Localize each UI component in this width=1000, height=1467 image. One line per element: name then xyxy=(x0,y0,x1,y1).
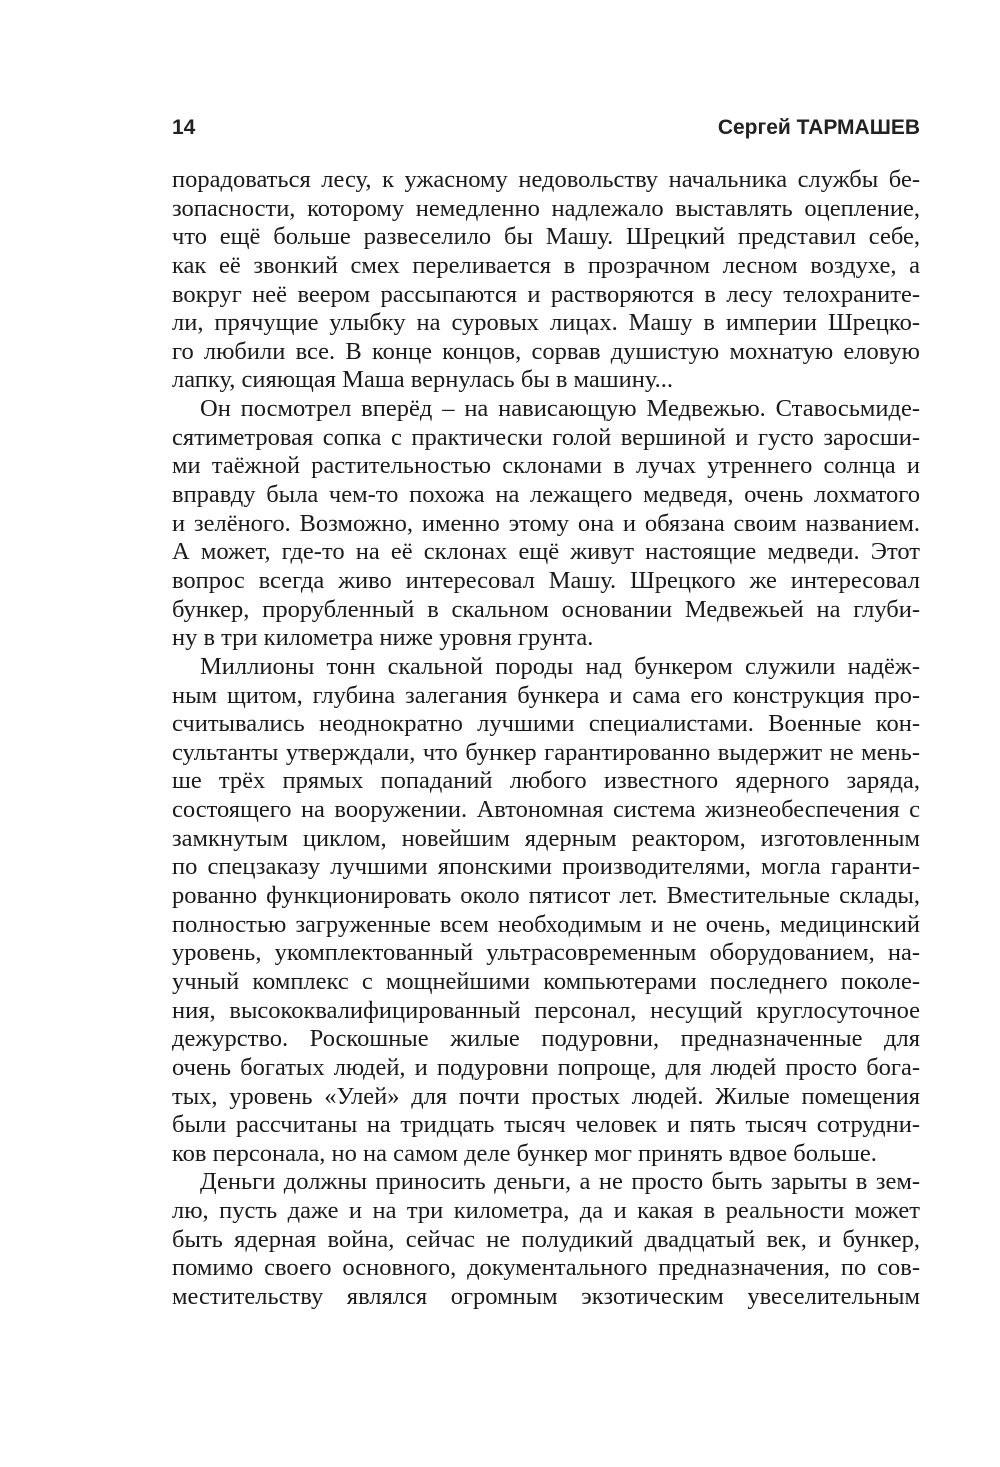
text-line: были рассчитаны на тридцать тысяч человек и пять тысяч сотрудни- xyxy=(172,1111,920,1139)
text-line: очень богатых людей, и подуровни попроще, для людей просто бога- xyxy=(172,1053,920,1081)
text-line: помимо своего основного, документального предназначения, по сов- xyxy=(172,1254,920,1282)
text-line: ным щитом, глубина залегания бункера и сама его конструкция про- xyxy=(172,681,920,709)
text-line: быть ядерная война, сейчас не полудикий двадцатый век, и бункер, xyxy=(172,1225,920,1253)
paragraph xyxy=(172,653,920,1169)
text-line: бункер, прорубленный в скальном основании Медвежьей на глуби- xyxy=(172,595,920,623)
text-line: что ещё больше развеселило бы Машу. Шрецкий представил себе, xyxy=(172,223,920,251)
paragraph xyxy=(172,395,920,653)
text-line: ну в три километра ниже уровня грунта. xyxy=(172,624,594,652)
text-line: ния, высококвалифицированный персонал, несущий круглосуточное xyxy=(172,996,920,1024)
text-line: сультанты утверждали, что бункер гарантированно выдержит не мень- xyxy=(172,738,920,766)
text-line: дежурство. Роскошные жилые подуровни, предназначенные для xyxy=(172,1025,920,1053)
page-number: 14 xyxy=(172,116,196,139)
text-line: порадоваться лесу, к ужасному недовольству начальника службы бе- xyxy=(172,166,920,193)
text-line: сятиметровая сопка с практически голой вершиной и густо заросши- xyxy=(172,423,920,451)
text-line: ков персонала, но на самом деле бункер мог принять вдвое больше. xyxy=(172,1139,877,1167)
text-line: Деньги должны приносить деньги, а не просто быть зарыты в зем- xyxy=(200,1168,920,1196)
text-line: ли, прячущие улыбку на суровых лицах. Машу в империи Шрецко- xyxy=(172,309,920,337)
text-line: состоящего на вооружении. Автономная система жизнеобеспечения с xyxy=(172,796,920,824)
text-line: го любили все. В конце концов, сорвав душистую мохнатую еловую xyxy=(172,337,920,365)
text-line: Он посмотрел вперёд – на нависающую Медвежью. Ставосьмиде- xyxy=(200,395,920,423)
text-line: А может, где-то на её склонах ещё живут настоящие медведи. Этот xyxy=(172,538,920,566)
text-line: замкнутым циклом, новейшим ядерным реактором, изготовленным xyxy=(172,824,920,852)
text-line: и зелёного. Возможно, именно этому она и обязана своим названием. xyxy=(172,509,920,537)
text-line: как её звонкий смех переливается в прозрачном лесном воздухе, а xyxy=(172,251,920,279)
running-header xyxy=(172,116,920,146)
text-line: по спецзаказу лучшими японскими производителями, могла гаранти- xyxy=(172,853,920,881)
text-line: вокруг неё веером рассыпаются и растворяются в лесу телохраните- xyxy=(172,280,920,308)
text-line: лю, пусть даже и на три километра, да и какая в реальности может xyxy=(172,1197,920,1225)
body-text xyxy=(172,166,920,1312)
text-line: местительству являлся огромным экзотическим увеселительным xyxy=(172,1282,920,1310)
text-line: вопрос всегда живо интересовал Машу. Шрецкого же интересовал xyxy=(172,566,920,594)
author-name: Сергей ТАРМАШЕВ xyxy=(717,116,920,139)
text-line: ми таёжной растительностью склонами в лучах утреннего солнца и xyxy=(172,452,920,480)
text-line: Миллионы тонн скальной породы над бункером служили надёж- xyxy=(200,652,920,680)
text-line: ше трёх прямых попаданий любого известного ядерного заряда, xyxy=(172,767,920,795)
text-line: учный комплекс с мощнейшими компьютерами последнего поколе- xyxy=(172,967,920,995)
paragraph xyxy=(172,166,920,395)
text-line: вправду была чем-то похожа на лежащего медведя, очень лохматого xyxy=(172,481,920,509)
text-line: зопасности, которому немедленно надлежало выставлять оцепление, xyxy=(172,194,920,222)
text-line: считывались неоднократно лучшими специалистами. Военные кон- xyxy=(172,710,920,738)
text-line: тых, уровень «Улей» для почти простых людей. Жилые помещения xyxy=(172,1082,920,1110)
text-line: полностью загруженные всем необходимым и не очень, медицинский xyxy=(172,910,920,938)
paragraph xyxy=(172,1168,920,1311)
text-line: уровень, укомплектованный ультрасовременным оборудованием, на- xyxy=(172,939,920,967)
text-line: рованно функционировать около пятисот лет. Вместительные склады, xyxy=(172,882,920,910)
text-line: лапку, сияющая Маша вернулась бы в машину... xyxy=(172,366,674,394)
